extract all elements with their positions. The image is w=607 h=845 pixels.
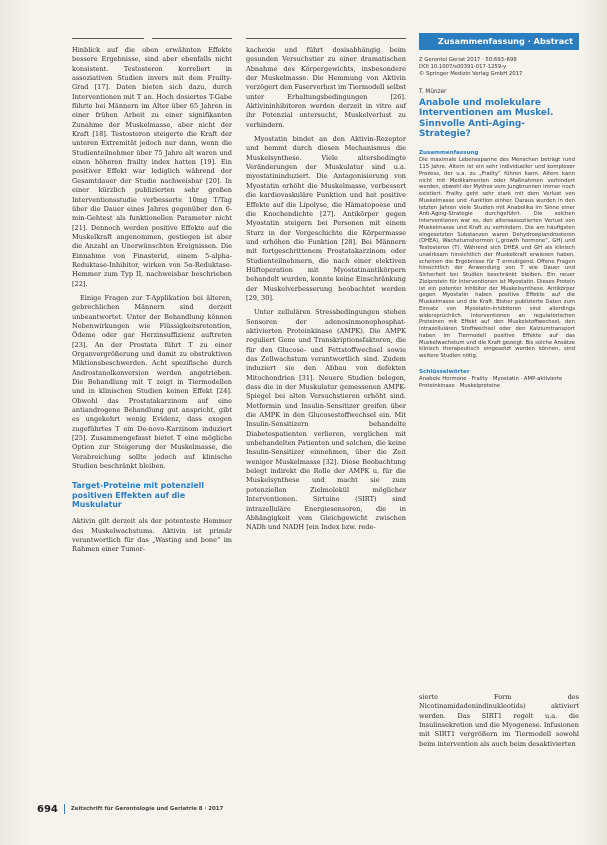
footer-divider — [64, 804, 65, 814]
paragraph: Einige Fragen zur T-Applikation bei älteren, gebrechlichen Männern sind derzeit unbeantwortet. Unter der Behandlung können Nebenwirkungen wie Flüssigkeitsretention, Ödeme oder gar Herzinsuffizienz auftreten [23]. An der Prostata führt T zu einer Organvergrößerung und damit zu obstruktiven Miktionsbeschwerden. Acht spezifische durch Androstanolkonversion werden angetrieben. Die Behandlung mit T zeigt in Tiermodellen und in klinischen Studien keinen Effekt [24]. Obwohl das Prostatakarzinom auf eine antiandrogene Behandlung gut anspricht, gibt es ungekehrt wenig Evidenz, dass exogen zugeführtes T ein De-novo-Karzinom induziert [25]. Zusammengefasst bietet T eine mögliche Option zur Steigerung der Muskelmasse, die Verabreichung sollte jedoch auf klinische Studien beschränkt bleiben. — [72, 293, 232, 471]
page-footer — [37, 803, 223, 815]
paragraph: Aktivin gilt derzeit als der potenteste Hemmer des Muskelwachstums. Aktivin ist primär verantwortlich für das „Wasting and bone“ im Rahmen einer Tumor- — [72, 517, 232, 554]
paragraph: Unter zellulären Stressbedingungen stehen Sensoren der adenosinmonophosphat-aktivierten Proteinkinase (AMPK). Die AMPK reguliert Gene und Transkriptionsfaktoren, die für den Glucose- und Fettstoffwechsel sowie das Zellwachstum verantwortlich sind. Zudem induziert sie den Abbau von defekten Mitochondrien [31]. Neuere Studien belegen, dass die in der Muskulatur gemessenen AMPK-Spiegel bei alten Versuchstieren erhöht sind. Metformin und Insulin-Sensitizer greifen über die AMPK in den Glucosestoffwechsel ein. Mit Insulin-Sensitizern behandelte Diabetespatienten verlieren, verglichen mit unbehandelten Patienten und solchen, die keine Insulin-Sensitizer einnehmen, über die Zeit weniger Muskelmasse [32]. Diese Beobachtung belegt indirekt die Rolle der AMPK u. für die Muskelsynthese und macht sie zum potenziellen Zielmolekül möglicher Interventionen. Sirtuine (SIRT) sind intrazelluläre Energiesensoren, die in Abhängigkeit vom Gleichgewicht zwischen NADh und NADH [ein Index bzw. rede- — [246, 308, 406, 532]
copyright-line: © Springer Medizin Verlag GmbH 2017 — [419, 71, 523, 78]
paragraph: kachexie und führt dosisabhängig beim gesunden Versuchstier zu einer dramatischen Abnahme des Körpergewichts, insbesondere der Muskelmasse. Die Hemmung von Aktivin verzögert den Faserverlust im Tiermodell selbst unter Erhaltungsbedingungen [26]. Aktivininhibitoren werden derzeit in vitro auf ihr Potenzial untersucht, Muskelverlust zu verhindern. — [246, 46, 406, 129]
abstract-sidebar — [419, 57, 575, 390]
section-label-bar: Zusammenfassung · Abstract — [419, 33, 579, 50]
text-column-right — [419, 693, 579, 749]
citation-line: Z Gerontol Geriat 2017 · 50:693–698 — [419, 57, 517, 63]
paragraph: Myostatin bindet an den Aktivin-Rezeptor und hemmt durch diesen Mechanismus die Muskelsynthese. Viele altersbedingte Veränderungen der Muskulatur sind u.a. myostatininduziert. Die Antagonisierung von Myostatin erhöht die Muskelmasse, verbessert die kardiovaskuläre Funktion und hat positive Effekte auf die Lipolyse, die Hämatopoese und die Knochendichte [27]. Antikörper gegen Myostatin steigern bei Personen mit einem Sturz in der Vorgeschichte die Körpermasse und erhöhen die Funktion [28]. Bei Männern mit fortgeschrittenem Prostatakarzinom oder Studienteilnehmern, die nach einer elektiven Hüftoperation mit Myostatinantikörpern behandelt wurden, konnte keine Einschränkung der Muskelverbesserung beobachtet werden [29, 30]. — [246, 135, 406, 302]
author-name: T. Münzer — [419, 88, 447, 95]
section-heading: Target-Proteine mit potenziell positiven Effekten auf die Muskulatur — [72, 481, 204, 510]
keywords-heading: Schlüsselwörter — [419, 368, 470, 375]
page-number: 694 — [37, 803, 58, 815]
keywords-text: Anabole Hormone · Frailty · Myostatin · AMP-aktivierte Proteinkinase · Muskelproteine — [419, 376, 563, 390]
citation-metadata — [419, 57, 575, 79]
top-rule-middle — [246, 38, 406, 39]
journal-name: Zeitschrift für Gerontologie und Geriatrie 8 · 2017 — [70, 806, 224, 812]
doi-line: DOI 10.1007/s00391-017-1259-y — [419, 64, 507, 71]
top-rule-left-2 — [152, 38, 232, 39]
paragraph: sierte Form des Nicotinamidadenindinukleotids) aktiviert werden. Das SIRT1 regelt u.a. die Insulinsekretion und die Myogenese. Infusionen mit SIRT1 vergrößern im Tiermodell sowohl beim intervention als auch beim desaktivierten — [419, 693, 579, 748]
text-column-left — [72, 46, 232, 560]
top-rule-left — [72, 38, 144, 39]
text-column-middle — [246, 46, 406, 538]
abstract-heading: Zusammenfassung — [419, 149, 479, 156]
paragraph: Hinblick auf die oben erwähnten Effekte bessere Ergebnisse, sind aber ebenfalls nicht konsistent. Testosteron korreliert in assoziativen Studien invers mit dem Frailty-Grad [17]. Daten bieten sich dazu, durch Interventionen mit T an. Hoch dosiertes T-Gabe führte bei Männern im Alter über 65 Jahren in einer frühen Arbeit zu einer signifikanten Zunahme der Muskelmasse, aber nicht der Kraft [18]. Testosteron steigerte die Kraft der unteren Extremität jedoch nur dann, wenn die Studienteilnehmer über 75 Jahre alt waren und einen höheren frailty index hatten [19]. Ein positiver Effekt war lediglich während der Gesamtdauer der Studie nachweisbar [20]. In einer kürzlich publizierten sehr großen Interventionsstudie verbesserte 10mg T/Tag über die Dauer eines Jahres gegenüber den 6-min-Gehtest als funktionellen Parameter nicht [21]. Dennoch werden positive Effekte auf die Muskelkraft angenommen, gestiegen ist aber die Anzahl an Unerwünschten Ereignissen. Die Einnahme von Finasterid, einem 5-alpha-Reduktase-Inhibitor, wirken von 5α-Reduktase-Hemmer zum Typ II, nachweisbar beschrieben [22]. — [72, 46, 232, 288]
article-title: Anabole und molekulare Interventionen am Muskel. Sinnvolle Anti-Aging-Strategie? — [419, 97, 554, 140]
abstract-text: Die maximale Lebensspanne des Menschen beträgt rund 115 Jahre. Altern ist ein sehr individueller und komplexer Prozess, der u.a. zu „Frailty“ führen kann. Altern kann nicht mit Medikamenten oder Maßnahmen verhindert werden, obwohl der Mythos vom Jungbrunnen immer noch existiert. Frailty geht sehr stark mit dem Verlust von Muskelmasse und -funktion einher. Daraus wurden in den letzten Jahren viele Studien mit Anabolika im Sinne einer Anti-Aging-Strategie durchgeführt. Die solchen Interventionen war es, den altersassoziierten Verlust von Muskelmasse und Kraft zu verhindern. Die am häufigsten eingesetzten Substanzen waren Dehydroepiandrosteron (DHEA), Wachstumshormon („growth hormone“, GH) und Testosteron (T). Während sich DHEA und GH als klinisch unwirksam hinsichtlich der Muskelkraft erwiesen haben, scheinen die Ergebnisse für T ermutigend. Offene Fragen hinsichtlich der Anwendung von T wie Dauer und Sicherheit bei Studien beschränkt bleiben. Ein neuer Zielprotein für Interventionen ist Myostatin. Dieses Protein ist ein potenter Inhibitor der Muskelsynthese. Antikörper gegen Myostatin haben positive Effekte auf die Muskelmasse und die Kraft. Bisher publizierte Daten zum Einsatz von Myostatin-Inhibitoren sind allerdings widersprüchlich. Interventionen an regulatorischen Proteinen mit Effekt auf den Muskelstoffwechsel, den intrazellulären Stoffwechsel oder den Kalziumtransport haben im Tiermodell positive Effekte auf das Muskelwachstum und die Kraft gezeigt. Bis solche Ansätze klinisch therapeutisch eingesetzt werden können, sind weitere Studien nötig. — [419, 157, 575, 360]
